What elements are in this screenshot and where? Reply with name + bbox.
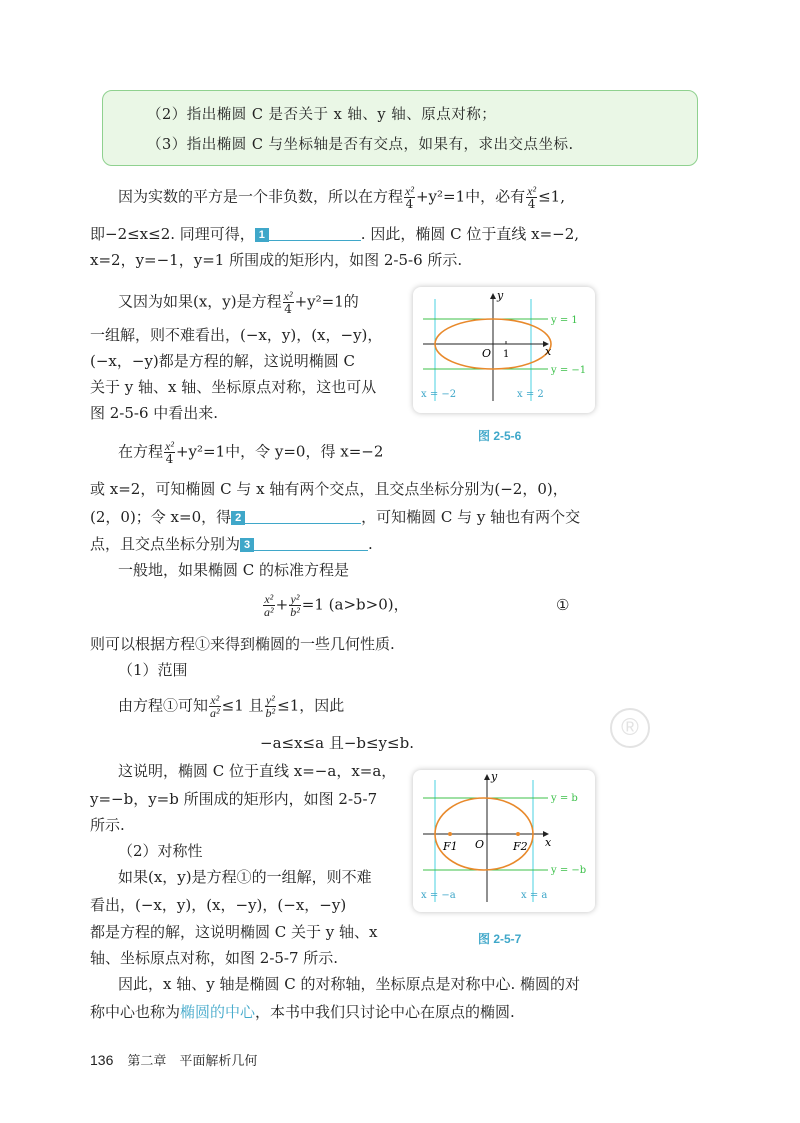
text: 即−2≤x≤2. 同理可得， — [90, 225, 255, 243]
tick-label: 1 — [503, 349, 510, 360]
para1-line3: x=2，y=−1，y=1 所围成的矩形内，如图 2-5-6 所示. — [90, 251, 463, 269]
para1-line2 — [90, 224, 579, 244]
fraction: $\frac{\text{y²}}{\text{b²}}$ — [265, 693, 276, 720]
f2-label: F2 — [513, 840, 528, 853]
exercise-item-2: （2）指出椭圆 C 是否关于 x 轴、y 轴、原点对称； — [147, 107, 497, 123]
range-line4: y=−b，y=b 所围成的矩形内，如图 2-5-7 — [90, 790, 378, 808]
range-inequality: −a≤x≤a 且−b≤y≤b. — [260, 734, 414, 752]
para2-line1 — [118, 290, 359, 315]
exercise-box — [102, 90, 698, 166]
focus-f2 — [516, 832, 520, 836]
focus-f1 — [448, 832, 452, 836]
x-axis-label: x — [545, 345, 552, 358]
chapter-title: 第二章 平面解析几何 — [127, 1054, 258, 1069]
range-line5: 所示. — [90, 816, 125, 834]
text: . — [368, 535, 373, 553]
fraction: $\frac{\text{y²}}{\text{b²}}$ — [290, 592, 300, 619]
answer-blank-1[interactable]: 1 — [255, 224, 361, 241]
para4-line1: 一般地，如果椭圆 C 的标准方程是 — [118, 561, 350, 579]
ellipse-diagram-1 — [413, 287, 595, 413]
ellipse-diagram-2 — [413, 770, 595, 912]
para3-line4 — [90, 534, 373, 554]
fraction: $\frac{\text{x²}}{4}$ — [527, 184, 537, 211]
page-footer — [90, 1050, 257, 1069]
para5-line2 — [90, 1002, 515, 1022]
label-ym1: y = −1 — [551, 365, 587, 376]
figure-caption-2-5-6: 图 2-5-6 — [478, 429, 522, 443]
label-x2: x = 2 — [517, 389, 544, 400]
range-line1 — [118, 694, 344, 719]
answer-blank-2[interactable]: 2 — [231, 507, 361, 524]
figure-2-5-6 — [413, 287, 595, 413]
registered-watermark: ® — [610, 708, 650, 748]
para3-line1 — [118, 440, 383, 465]
text: ，可知椭圆 C 与 y 轴也有两个交 — [361, 508, 581, 526]
label-xa: x = a — [521, 890, 548, 901]
label-yb: y = b — [551, 793, 578, 804]
section-symmetry-title: （2）对称性 — [118, 842, 203, 860]
section-range-title: （1）范围 — [118, 661, 188, 679]
para2-line5: 图 2-5-6 中看出来. — [90, 404, 219, 422]
text: 中，必有 — [465, 187, 526, 206]
text: 称中心也称为 — [90, 1003, 181, 1021]
label-xm2: x = −2 — [421, 389, 457, 400]
text: . 因此，椭圆 C 位于直线 x=−2, — [360, 225, 580, 243]
text: 点，且交点坐标分别为 — [90, 535, 241, 553]
text: (2，0)；令 x=0，得 — [90, 508, 232, 526]
fraction: $\frac{\text{x²}}{4}$ — [165, 439, 174, 466]
para2-line4: 关于 y 轴、x 轴、坐标原点对称，这也可从 — [90, 378, 377, 396]
text: ≤1，因此 — [277, 696, 345, 715]
text: +y²=1 — [175, 442, 226, 461]
y-axis-label: y — [491, 770, 498, 783]
label-y1: y = 1 — [551, 315, 578, 326]
text: ，本书中我们只讨论中心在原点的椭圆. — [255, 1003, 515, 1021]
text: 中，令 y=0，得 x=−2 — [225, 442, 384, 461]
para1-line1: 因为实数的平方是一个非负数，所以在方程 $\frac{\text{x²}}{4}$ +y²=1中，必有 $\frac{\text{x²}}{4}$ ≤1, — [118, 184, 565, 211]
symmetry-line2: 看出，(−x，y)，(x，−y)，(−x，−y) — [90, 896, 347, 914]
standard-equation: $\frac{\text{x²}}{\text{a²}}$ + $\frac{\text{y²}}{\text{b²}}$ =1 (a>b>0)， — [264, 592, 409, 619]
fraction: $\frac{\text{x²}}{4}$ — [405, 184, 414, 211]
fraction: $\frac{\text{x²}}{\text{a²}}$ — [264, 592, 274, 619]
origin-label: O — [482, 347, 492, 360]
figure-2-5-7 — [413, 770, 595, 912]
figure-caption-2-5-7: 图 2-5-7 — [478, 932, 522, 946]
para4-line2: 则可以根据方程①来得到椭圆的一些几何性质. — [90, 635, 395, 653]
text: 的 — [343, 292, 359, 311]
origin-label: O — [475, 838, 485, 851]
text: 在方程 — [118, 442, 164, 461]
fraction: $\frac{\text{x²}}{\text{a²}}$ — [210, 693, 220, 720]
page-number: 136 — [90, 1052, 114, 1068]
para2-line2: 一组解，则不难看出，(−x，y)，(x，−y)， — [90, 326, 383, 344]
text: 由方程①可知 — [118, 696, 209, 715]
y-axis-label: y — [497, 289, 504, 302]
text: +y²=1 — [294, 292, 344, 311]
answer-blank-3[interactable]: 3 — [240, 534, 368, 551]
para3-line2: 或 x=2，可知椭圆 C 与 x 轴有两个交点，且交点坐标分别为(−2，0)， — [90, 480, 568, 498]
f1-label: F1 — [443, 840, 458, 853]
term-ellipse-center: 椭圆的中心 — [180, 1003, 256, 1021]
label-ymb: y = −b — [551, 865, 587, 876]
para3-line3 — [90, 507, 580, 527]
label-xma: x = −a — [421, 890, 456, 901]
text: ≤1 且 — [221, 696, 264, 715]
symmetry-line1: 如果(x，y)是方程①的一组解，则不难 — [118, 868, 372, 886]
exercise-item-3: （3）指出椭圆 C 与坐标轴是否有交点，如果有，求出交点坐标. — [147, 137, 574, 153]
symmetry-line4: 轴、坐标原点对称，如图 2-5-7 所示. — [90, 949, 339, 967]
x-axis-label: x — [545, 836, 552, 849]
fraction: $\frac{\text{x²}}{4}$ — [283, 289, 293, 316]
text: 又因为如果(x，y)是方程 — [118, 292, 282, 311]
equation-number: ① — [556, 596, 570, 614]
text: =1 (a>b>0)， — [301, 595, 409, 614]
text: +y²=1 — [415, 187, 466, 206]
symmetry-line3: 都是方程的解，这说明椭圆 C 关于 y 轴、x — [90, 923, 378, 941]
para5-line1: 因此，x 轴、y 轴是椭圆 C 的对称轴，坐标原点是对称中心. 椭圆的对 — [118, 975, 581, 993]
text: 因为实数的平方是一个非负数，所以在方程 — [118, 187, 404, 206]
range-line3: 这说明，椭圆 C 位于直线 x=−a，x=a， — [118, 762, 397, 780]
para2-line3: (−x，−y)都是方程的解，这说明椭圆 C — [90, 352, 356, 370]
